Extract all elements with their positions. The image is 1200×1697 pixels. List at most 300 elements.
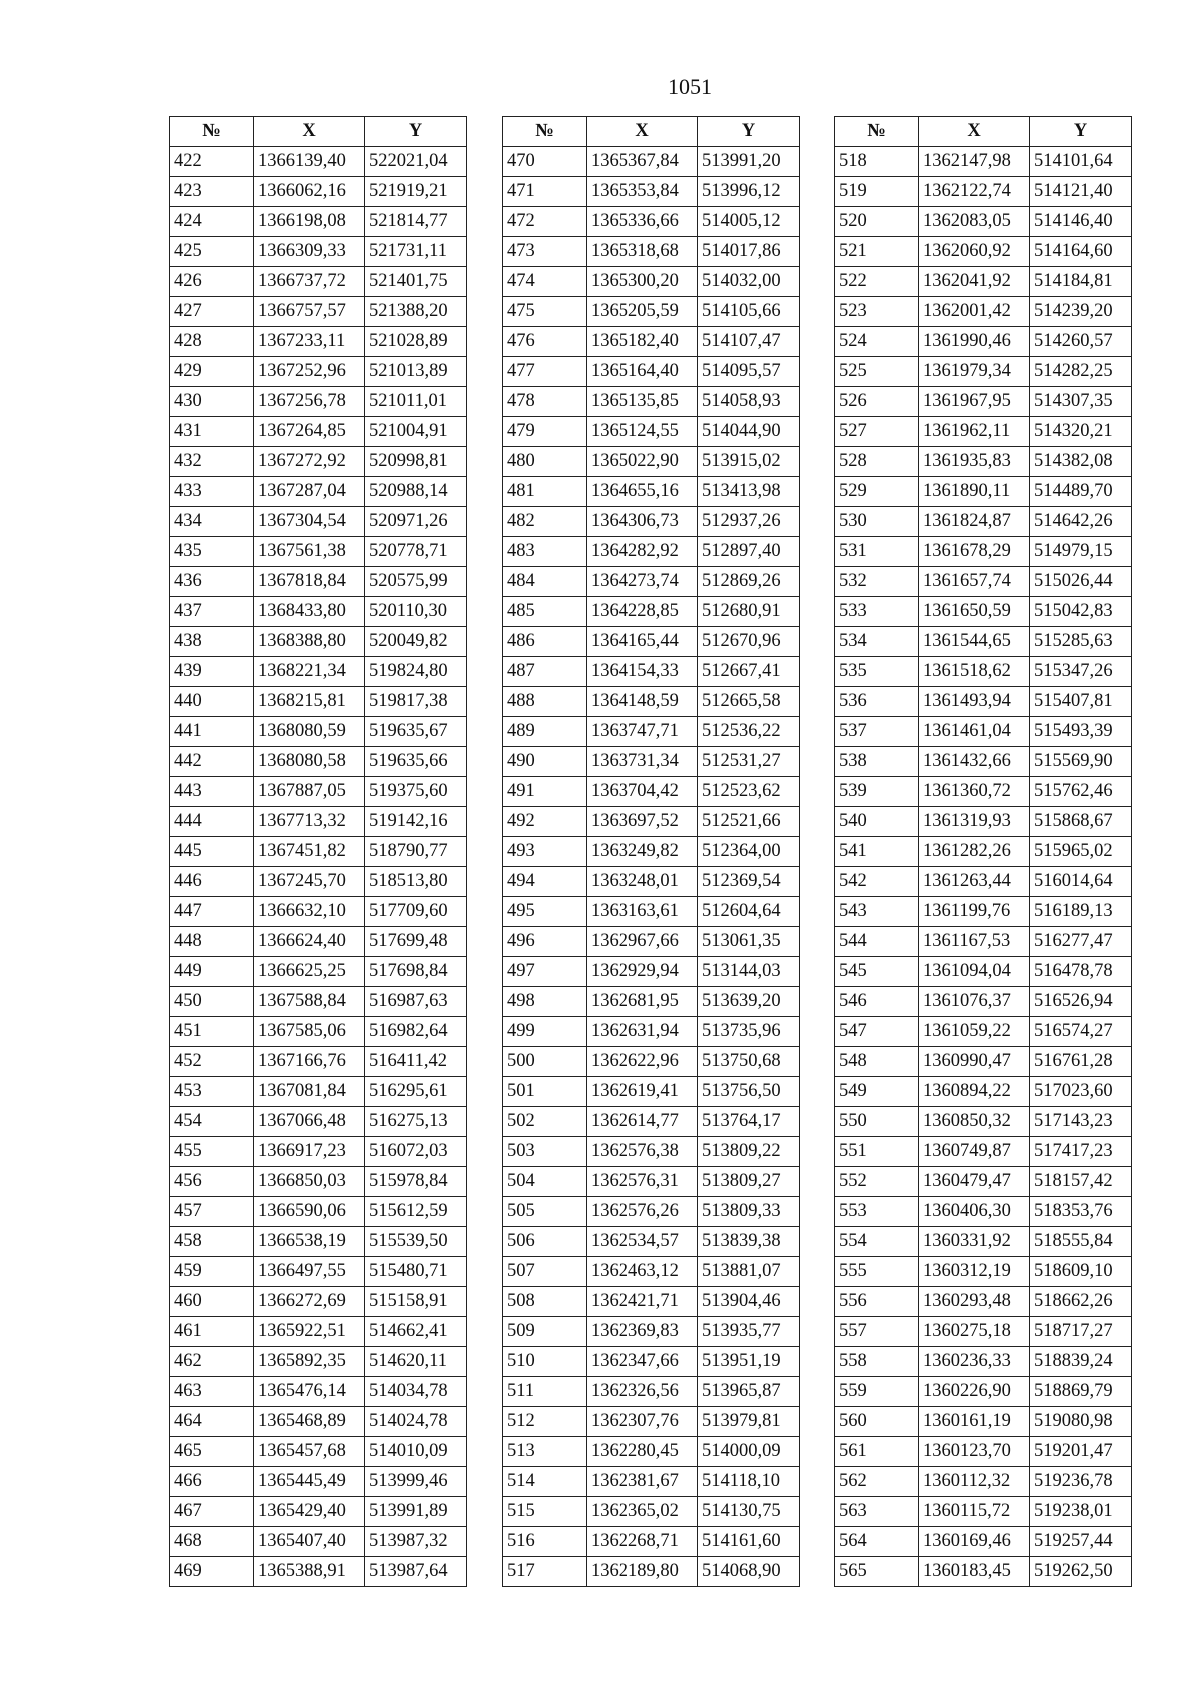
table-row <box>503 1167 800 1197</box>
cell-y: 514164,60 <box>1030 237 1132 267</box>
cell-x: 1360112,32 <box>919 1467 1030 1497</box>
table-row <box>503 237 800 267</box>
cell-x: 1360312,19 <box>919 1257 1030 1287</box>
cell-number: 495 <box>503 897 587 927</box>
cell-x: 1365367,84 <box>587 147 698 177</box>
cell-y: 517417,23 <box>1030 1137 1132 1167</box>
cell-number: 491 <box>503 777 587 807</box>
cell-number: 423 <box>170 177 254 207</box>
cell-number: 487 <box>503 657 587 687</box>
table-row <box>835 1407 1132 1437</box>
cell-x: 1362122,74 <box>919 177 1030 207</box>
cell-y: 514024,78 <box>365 1407 467 1437</box>
table-row <box>835 477 1132 507</box>
cell-x: 1366850,03 <box>254 1167 365 1197</box>
cell-number: 536 <box>835 687 919 717</box>
cell-number: 521 <box>835 237 919 267</box>
cell-y: 516982,64 <box>365 1017 467 1047</box>
cell-number: 554 <box>835 1227 919 1257</box>
table-row <box>503 537 800 567</box>
cell-number: 522 <box>835 267 919 297</box>
table-row <box>835 207 1132 237</box>
table-row <box>170 807 467 837</box>
table-row <box>170 927 467 957</box>
cell-y: 521731,11 <box>365 237 467 267</box>
cell-number: 542 <box>835 867 919 897</box>
cell-x: 1361360,72 <box>919 777 1030 807</box>
cell-x: 1361890,11 <box>919 477 1030 507</box>
cell-number: 447 <box>170 897 254 927</box>
cell-number: 503 <box>503 1137 587 1167</box>
cell-x: 1360331,92 <box>919 1227 1030 1257</box>
cell-x: 1361990,46 <box>919 327 1030 357</box>
table-row <box>170 837 467 867</box>
table-row <box>835 567 1132 597</box>
table-row <box>170 1287 467 1317</box>
cell-x: 1365445,49 <box>254 1467 365 1497</box>
cell-x: 1365164,40 <box>587 357 698 387</box>
cell-number: 466 <box>170 1467 254 1497</box>
cell-number: 429 <box>170 357 254 387</box>
cell-number: 496 <box>503 927 587 957</box>
cell-y: 514032,00 <box>698 267 800 297</box>
cell-number: 431 <box>170 417 254 447</box>
cell-x: 1365407,40 <box>254 1527 365 1557</box>
cell-number: 467 <box>170 1497 254 1527</box>
cell-number: 465 <box>170 1437 254 1467</box>
table-row <box>170 747 467 777</box>
cell-number: 435 <box>170 537 254 567</box>
cell-y: 520971,26 <box>365 507 467 537</box>
cell-x: 1361319,93 <box>919 807 1030 837</box>
cell-y: 521388,20 <box>365 297 467 327</box>
cell-y: 513991,89 <box>365 1497 467 1527</box>
cell-number: 563 <box>835 1497 919 1527</box>
table-row <box>503 177 800 207</box>
cell-y: 513979,81 <box>698 1407 800 1437</box>
cell-y: 512531,27 <box>698 747 800 777</box>
cell-number: 547 <box>835 1017 919 1047</box>
cell-y: 514017,86 <box>698 237 800 267</box>
cell-y: 519824,80 <box>365 657 467 687</box>
cell-x: 1362576,38 <box>587 1137 698 1167</box>
cell-x: 1365022,90 <box>587 447 698 477</box>
coordinates-table-3 <box>834 116 1132 1587</box>
table-row <box>503 1467 800 1497</box>
cell-x: 1367304,54 <box>254 507 365 537</box>
cell-y: 514620,11 <box>365 1347 467 1377</box>
cell-y: 514320,21 <box>1030 417 1132 447</box>
cell-x: 1365922,51 <box>254 1317 365 1347</box>
cell-y: 513951,19 <box>698 1347 800 1377</box>
cell-x: 1365476,14 <box>254 1377 365 1407</box>
table-row <box>503 687 800 717</box>
cell-y: 519257,44 <box>1030 1527 1132 1557</box>
cell-number: 564 <box>835 1527 919 1557</box>
table-row <box>835 387 1132 417</box>
cell-y: 512869,26 <box>698 567 800 597</box>
table-row <box>170 387 467 417</box>
cell-number: 469 <box>170 1557 254 1587</box>
cell-x: 1361076,37 <box>919 987 1030 1017</box>
cell-y: 520575,99 <box>365 567 467 597</box>
table-row <box>835 1107 1132 1137</box>
table-row <box>503 1047 800 1077</box>
table-row <box>170 477 467 507</box>
table-row <box>503 267 800 297</box>
cell-y: 518353,76 <box>1030 1197 1132 1227</box>
cell-y: 513904,46 <box>698 1287 800 1317</box>
cell-number: 456 <box>170 1167 254 1197</box>
cell-number: 514 <box>503 1467 587 1497</box>
cell-x: 1368080,59 <box>254 717 365 747</box>
cell-y: 515493,39 <box>1030 717 1132 747</box>
cell-x: 1361461,04 <box>919 717 1030 747</box>
cell-x: 1367256,78 <box>254 387 365 417</box>
cell-y: 518869,79 <box>1030 1377 1132 1407</box>
table-row <box>503 1077 800 1107</box>
table-row <box>503 1287 800 1317</box>
cell-number: 557 <box>835 1317 919 1347</box>
table-row <box>835 1347 1132 1377</box>
cell-x: 1362967,66 <box>587 927 698 957</box>
cell-x: 1367272,92 <box>254 447 365 477</box>
cell-y: 512604,64 <box>698 897 800 927</box>
cell-y: 516987,63 <box>365 987 467 1017</box>
table-row <box>835 897 1132 927</box>
cell-x: 1365300,20 <box>587 267 698 297</box>
cell-number: 530 <box>835 507 919 537</box>
cell-x: 1361544,65 <box>919 627 1030 657</box>
cell-y: 519635,66 <box>365 747 467 777</box>
cell-y: 516761,28 <box>1030 1047 1132 1077</box>
cell-number: 532 <box>835 567 919 597</box>
cell-number: 460 <box>170 1287 254 1317</box>
cell-y: 518513,80 <box>365 867 467 897</box>
cell-y: 517143,23 <box>1030 1107 1132 1137</box>
table-row <box>503 837 800 867</box>
cell-number: 470 <box>503 147 587 177</box>
table-row <box>835 1227 1132 1257</box>
cell-x: 1360275,18 <box>919 1317 1030 1347</box>
cell-x: 1363747,71 <box>587 717 698 747</box>
cell-number: 539 <box>835 777 919 807</box>
cell-x: 1364165,44 <box>587 627 698 657</box>
cell-y: 513061,35 <box>698 927 800 957</box>
cell-number: 525 <box>835 357 919 387</box>
cell-y: 514105,66 <box>698 297 800 327</box>
cell-y: 519080,98 <box>1030 1407 1132 1437</box>
cell-x: 1368080,58 <box>254 747 365 777</box>
cell-y: 513756,50 <box>698 1077 800 1107</box>
cell-x: 1366497,55 <box>254 1257 365 1287</box>
table-row <box>503 1107 800 1137</box>
cell-x: 1362463,12 <box>587 1257 698 1287</box>
cell-y: 512667,41 <box>698 657 800 687</box>
cell-number: 471 <box>503 177 587 207</box>
cell-number: 439 <box>170 657 254 687</box>
cell-x: 1361432,66 <box>919 747 1030 777</box>
cell-y: 515026,44 <box>1030 567 1132 597</box>
table-row <box>170 717 467 747</box>
cell-number: 425 <box>170 237 254 267</box>
cell-y: 512670,96 <box>698 627 800 657</box>
cell-x: 1362381,67 <box>587 1467 698 1497</box>
table-row <box>503 897 800 927</box>
cell-y: 518609,10 <box>1030 1257 1132 1287</box>
cell-y: 514000,09 <box>698 1437 800 1467</box>
table-row <box>170 1467 467 1497</box>
table-row <box>170 1047 467 1077</box>
cell-y: 513987,32 <box>365 1527 467 1557</box>
cell-number: 523 <box>835 297 919 327</box>
cell-number: 493 <box>503 837 587 867</box>
cell-y: 516478,78 <box>1030 957 1132 987</box>
table-row <box>503 1377 800 1407</box>
cell-number: 483 <box>503 537 587 567</box>
column-header-y: Y <box>1030 117 1132 147</box>
cell-y: 514095,57 <box>698 357 800 387</box>
cell-number: 481 <box>503 477 587 507</box>
table-row <box>503 807 800 837</box>
cell-x: 1366737,72 <box>254 267 365 297</box>
cell-y: 519142,16 <box>365 807 467 837</box>
table-row <box>170 567 467 597</box>
cell-number: 445 <box>170 837 254 867</box>
cell-y: 513839,38 <box>698 1227 800 1257</box>
cell-x: 1362681,95 <box>587 987 698 1017</box>
cell-y: 521013,89 <box>365 357 467 387</box>
cell-x: 1364148,59 <box>587 687 698 717</box>
cell-y: 514044,90 <box>698 417 800 447</box>
table-row <box>170 1227 467 1257</box>
cell-number: 494 <box>503 867 587 897</box>
cell-number: 472 <box>503 207 587 237</box>
table-row <box>835 717 1132 747</box>
cell-x: 1365318,68 <box>587 237 698 267</box>
table-row <box>170 957 467 987</box>
cell-number: 450 <box>170 987 254 1017</box>
cell-y: 514146,40 <box>1030 207 1132 237</box>
cell-y: 513750,68 <box>698 1047 800 1077</box>
cell-y: 517699,48 <box>365 927 467 957</box>
cell-x: 1362041,92 <box>919 267 1030 297</box>
cell-y: 516275,13 <box>365 1107 467 1137</box>
cell-number: 455 <box>170 1137 254 1167</box>
cell-y: 514130,75 <box>698 1497 800 1527</box>
table-row <box>503 1557 800 1587</box>
cell-number: 560 <box>835 1407 919 1437</box>
table-row <box>170 897 467 927</box>
table-row <box>170 297 467 327</box>
cell-y: 515347,26 <box>1030 657 1132 687</box>
cell-number: 555 <box>835 1257 919 1287</box>
cell-number: 490 <box>503 747 587 777</box>
cell-y: 520049,82 <box>365 627 467 657</box>
table-row <box>170 1167 467 1197</box>
cell-number: 432 <box>170 447 254 477</box>
cell-x: 1361967,95 <box>919 387 1030 417</box>
cell-x: 1362347,66 <box>587 1347 698 1377</box>
table-row <box>835 1377 1132 1407</box>
cell-x: 1365182,40 <box>587 327 698 357</box>
cell-x: 1363248,01 <box>587 867 698 897</box>
cell-x: 1367066,48 <box>254 1107 365 1137</box>
cell-x: 1367588,84 <box>254 987 365 1017</box>
table-row <box>835 447 1132 477</box>
table-row <box>170 777 467 807</box>
cell-x: 1366632,10 <box>254 897 365 927</box>
cell-y: 516574,27 <box>1030 1017 1132 1047</box>
table-row <box>835 867 1132 897</box>
cell-y: 515539,50 <box>365 1227 467 1257</box>
cell-y: 513809,33 <box>698 1197 800 1227</box>
cell-number: 428 <box>170 327 254 357</box>
table-row <box>503 627 800 657</box>
cell-number: 531 <box>835 537 919 567</box>
cell-x: 1361059,22 <box>919 1017 1030 1047</box>
cell-x: 1363249,82 <box>587 837 698 867</box>
table-row <box>503 297 800 327</box>
cell-number: 502 <box>503 1107 587 1137</box>
cell-x: 1362280,45 <box>587 1437 698 1467</box>
cell-number: 479 <box>503 417 587 447</box>
cell-number: 507 <box>503 1257 587 1287</box>
cell-x: 1362614,77 <box>587 1107 698 1137</box>
cell-number: 426 <box>170 267 254 297</box>
table-row <box>835 507 1132 537</box>
cell-number: 541 <box>835 837 919 867</box>
cell-y: 513809,27 <box>698 1167 800 1197</box>
table-row <box>503 1437 800 1467</box>
cell-number: 513 <box>503 1437 587 1467</box>
cell-x: 1361650,59 <box>919 597 1030 627</box>
cell-x: 1365336,66 <box>587 207 698 237</box>
cell-x: 1362622,96 <box>587 1047 698 1077</box>
table-row <box>835 837 1132 867</box>
cell-number: 474 <box>503 267 587 297</box>
cell-x: 1367081,84 <box>254 1077 365 1107</box>
cell-number: 484 <box>503 567 587 597</box>
cell-number: 543 <box>835 897 919 927</box>
cell-y: 515762,46 <box>1030 777 1132 807</box>
table-row <box>835 267 1132 297</box>
cell-y: 520988,14 <box>365 477 467 507</box>
cell-x: 1362060,92 <box>919 237 1030 267</box>
cell-x: 1367713,32 <box>254 807 365 837</box>
cell-y: 517709,60 <box>365 897 467 927</box>
cell-x: 1360123,70 <box>919 1437 1030 1467</box>
cell-y: 519236,78 <box>1030 1467 1132 1497</box>
table-row <box>503 597 800 627</box>
table-row <box>503 207 800 237</box>
cell-number: 438 <box>170 627 254 657</box>
cell-x: 1365135,85 <box>587 387 698 417</box>
cell-x: 1368388,80 <box>254 627 365 657</box>
table-row <box>835 687 1132 717</box>
cell-x: 1360293,48 <box>919 1287 1030 1317</box>
cell-y: 514161,60 <box>698 1527 800 1557</box>
cell-x: 1365892,35 <box>254 1347 365 1377</box>
cell-y: 515285,63 <box>1030 627 1132 657</box>
cell-y: 514058,93 <box>698 387 800 417</box>
column-header-number: № <box>835 117 919 147</box>
cell-number: 565 <box>835 1557 919 1587</box>
cell-y: 521814,77 <box>365 207 467 237</box>
table-row <box>835 297 1132 327</box>
cell-y: 512523,62 <box>698 777 800 807</box>
cell-x: 1367887,05 <box>254 777 365 807</box>
cell-x: 1362268,71 <box>587 1527 698 1557</box>
table-row <box>503 447 800 477</box>
table-row <box>170 1527 467 1557</box>
table-row <box>170 447 467 477</box>
cell-x: 1361199,76 <box>919 897 1030 927</box>
cell-x: 1364306,73 <box>587 507 698 537</box>
cell-y: 513999,46 <box>365 1467 467 1497</box>
table-row <box>503 1137 800 1167</box>
table-row <box>503 777 800 807</box>
cell-number: 478 <box>503 387 587 417</box>
cell-x: 1366272,69 <box>254 1287 365 1317</box>
cell-y: 521028,89 <box>365 327 467 357</box>
cell-number: 528 <box>835 447 919 477</box>
column-header-x: X <box>254 117 365 147</box>
cell-x: 1363697,52 <box>587 807 698 837</box>
cell-number: 443 <box>170 777 254 807</box>
table-row <box>835 177 1132 207</box>
cell-x: 1366062,16 <box>254 177 365 207</box>
table-header-row <box>835 117 1132 147</box>
cell-y: 514010,09 <box>365 1437 467 1467</box>
cell-number: 518 <box>835 147 919 177</box>
cell-number: 427 <box>170 297 254 327</box>
table-row <box>503 927 800 957</box>
cell-y: 520110,30 <box>365 597 467 627</box>
cell-number: 463 <box>170 1377 254 1407</box>
table-row <box>835 1017 1132 1047</box>
table-row <box>835 237 1132 267</box>
cell-number: 442 <box>170 747 254 777</box>
cell-x: 1361657,74 <box>919 567 1030 597</box>
cell-number: 520 <box>835 207 919 237</box>
cell-y: 519201,47 <box>1030 1437 1132 1467</box>
cell-x: 1361094,04 <box>919 957 1030 987</box>
cell-number: 552 <box>835 1167 919 1197</box>
cell-x: 1365353,84 <box>587 177 698 207</box>
cell-y: 518790,77 <box>365 837 467 867</box>
table-row <box>170 177 467 207</box>
cell-number: 458 <box>170 1227 254 1257</box>
table-row <box>170 1347 467 1377</box>
table-row <box>170 1497 467 1527</box>
cell-y: 515480,71 <box>365 1257 467 1287</box>
table-row <box>503 1317 800 1347</box>
cell-number: 544 <box>835 927 919 957</box>
cell-x: 1363731,34 <box>587 747 698 777</box>
cell-y: 516072,03 <box>365 1137 467 1167</box>
cell-y: 512897,40 <box>698 537 800 567</box>
cell-y: 513639,20 <box>698 987 800 1017</box>
cell-x: 1365124,55 <box>587 417 698 447</box>
table-row <box>835 1437 1132 1467</box>
cell-number: 553 <box>835 1197 919 1227</box>
cell-y: 512364,00 <box>698 837 800 867</box>
cell-y: 521401,75 <box>365 267 467 297</box>
table-row <box>835 957 1132 987</box>
cell-y: 515965,02 <box>1030 837 1132 867</box>
table-row <box>170 1407 467 1437</box>
